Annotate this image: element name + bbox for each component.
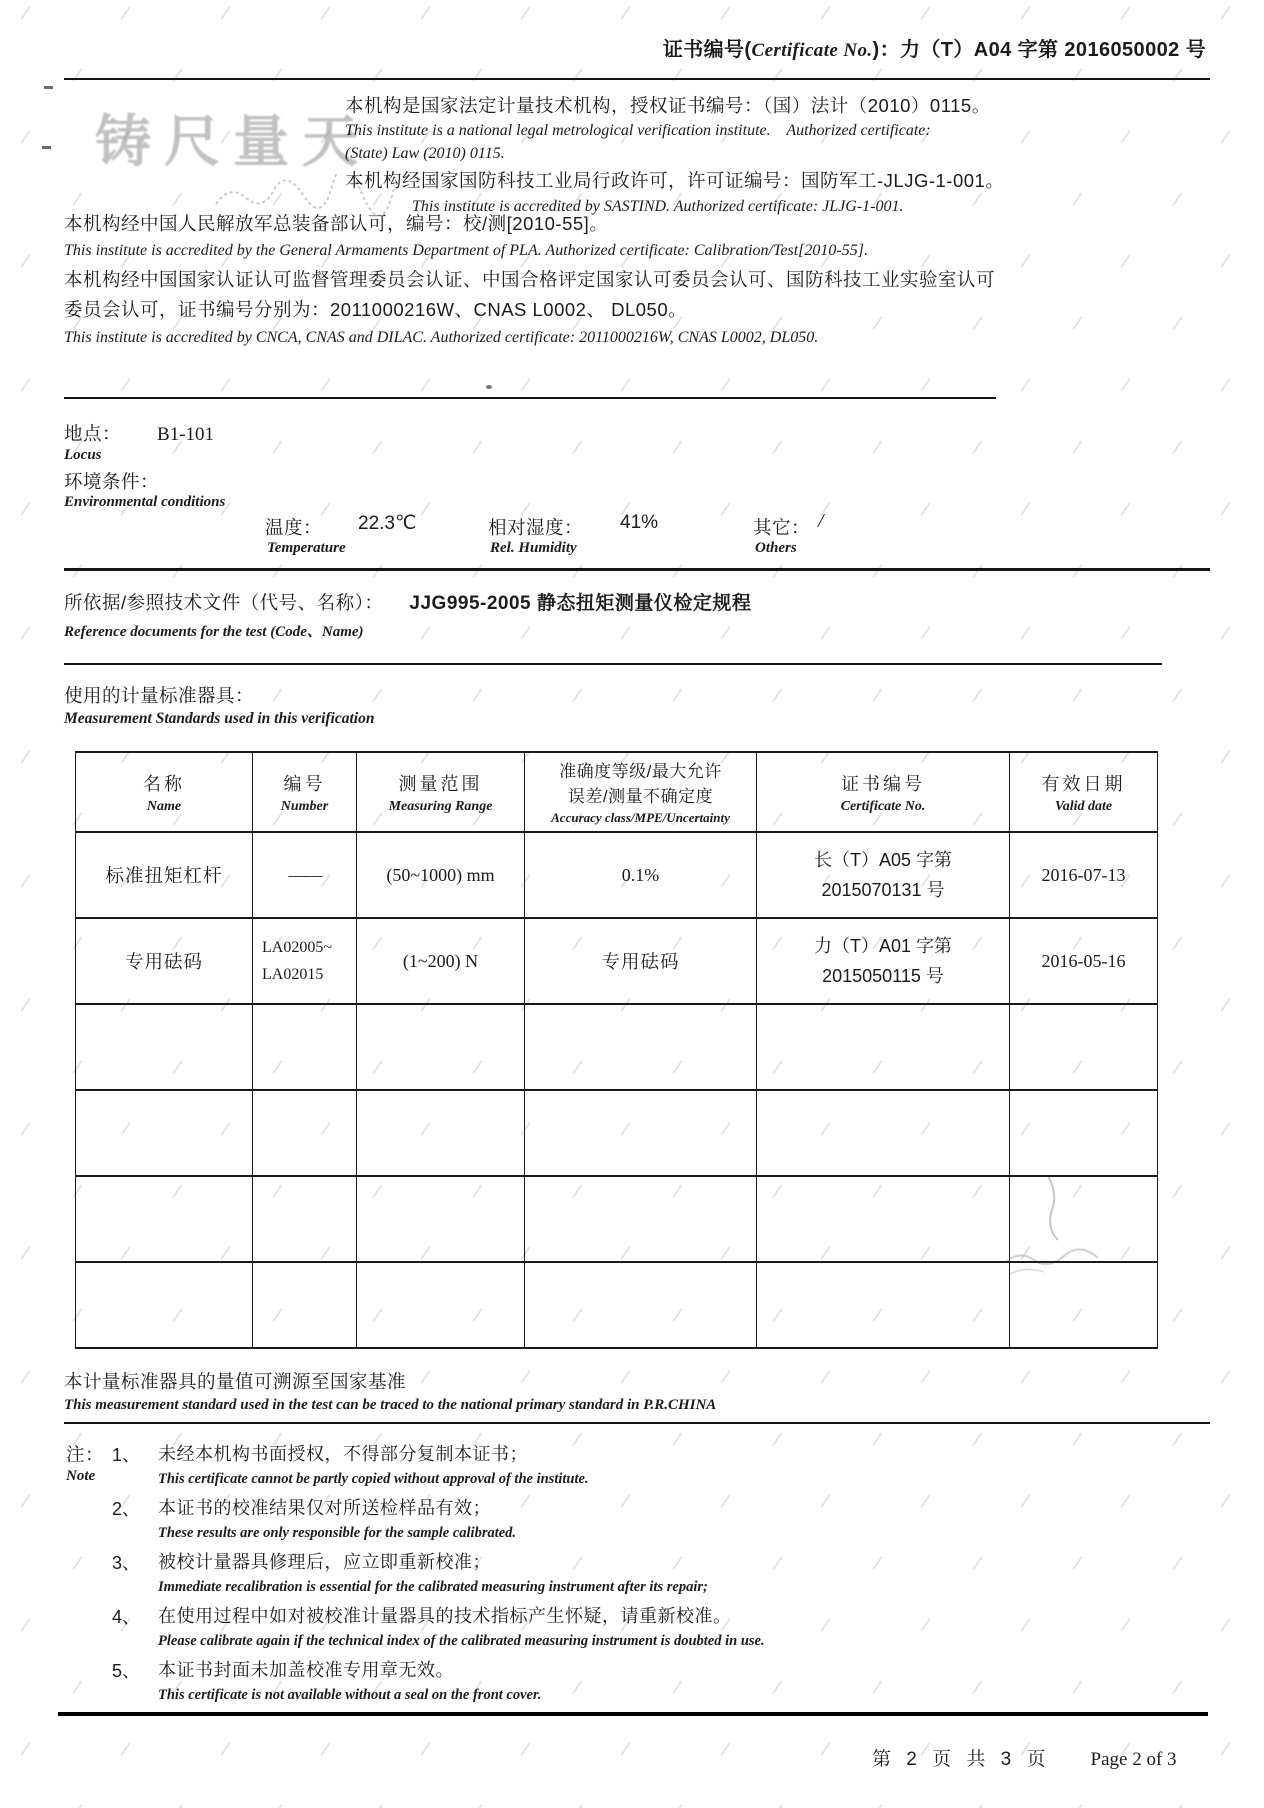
watermark-mark bbox=[572, 688, 582, 701]
header-number-zh: 编号 bbox=[283, 773, 326, 794]
watermark-mark bbox=[872, 688, 882, 701]
watermark-mark bbox=[20, 998, 30, 1011]
row1-name: 标准扭矩杠杆 bbox=[76, 832, 253, 918]
empty-cell bbox=[1010, 1090, 1158, 1176]
certificate-number-line bbox=[663, 33, 1206, 62]
row1-accuracy: 0.1% bbox=[525, 832, 757, 918]
watermark-mark bbox=[20, 750, 30, 763]
row1-range: (50~1000) mm bbox=[357, 832, 525, 918]
watermark-mark bbox=[20, 1246, 30, 1259]
watermark-mark bbox=[1020, 502, 1030, 515]
accreditation-zh-cnca-1: 本机构经中国国家认证认可监督管理委员会认证、中国合格评定国家认可委员会认可、国防科技工业实验室认可 bbox=[64, 269, 996, 290]
watermark-mark bbox=[72, 1680, 82, 1693]
watermark-mark bbox=[1220, 6, 1230, 19]
watermark-mark bbox=[620, 626, 630, 639]
watermark-mark bbox=[1120, 502, 1130, 515]
header-number-en: Number bbox=[280, 798, 329, 814]
section-rule-3 bbox=[64, 663, 1162, 665]
calligraphy-logo: 铸尺量天 bbox=[95, 112, 371, 174]
scan-artifact-dash bbox=[44, 86, 53, 89]
section-rule-1 bbox=[64, 397, 996, 399]
empty-cell bbox=[757, 1090, 1010, 1176]
watermark-mark bbox=[272, 440, 282, 453]
standards-heading-en: Measurement Standards used in this verification bbox=[64, 710, 375, 727]
header-accuracy-zh2: 误差/测量不确定度 bbox=[567, 786, 714, 806]
watermark-mark bbox=[120, 6, 130, 19]
watermark-mark bbox=[720, 502, 730, 515]
locus-label-en: Locus bbox=[64, 447, 102, 463]
note-3-en: Immediate recalibration is essential for the calibrated measuring instrument after its repair; bbox=[158, 1579, 708, 1595]
certificate-number-value: )：力（T）A04 字第 2016050002 号 bbox=[872, 39, 1206, 61]
empty-cell bbox=[757, 1176, 1010, 1262]
watermark-mark bbox=[20, 502, 30, 515]
locus-label-zh: 地点： bbox=[64, 423, 122, 444]
note-4-en: Please calibrate again if the technical index of the calibrated measuring instrument is doubted in use. bbox=[158, 1633, 765, 1649]
empty-cell bbox=[76, 1090, 253, 1176]
note-4-number: 4、 bbox=[112, 1607, 141, 1627]
watermark-mark bbox=[520, 1370, 530, 1383]
accreditation-zh-cnca-2: 委员会认可，证书编号分别为：2011000216W、CNAS L0002、 DL050。 bbox=[64, 299, 688, 320]
watermark-mark bbox=[520, 626, 530, 639]
row2-number bbox=[253, 918, 357, 1004]
notes-label-en: Note bbox=[66, 1468, 96, 1484]
watermark-mark bbox=[220, 1742, 230, 1755]
watermark-mark bbox=[1120, 130, 1130, 143]
note-5-number: 5、 bbox=[112, 1661, 141, 1681]
watermark-mark bbox=[372, 1804, 382, 1808]
empty-cell bbox=[253, 1004, 357, 1090]
note-2-number: 2、 bbox=[112, 1499, 141, 1519]
watermark-mark bbox=[1172, 192, 1182, 205]
locus-row bbox=[64, 420, 214, 446]
watermark-mark bbox=[920, 502, 930, 515]
watermark-mark bbox=[572, 1804, 582, 1808]
page-number-zh: 第 2 页 共 3 页 bbox=[872, 1749, 1051, 1770]
row2-accuracy: 专用砝码 bbox=[525, 918, 757, 1004]
note-item-3 bbox=[112, 1549, 1122, 1599]
accreditation-en-pla: This institute is accredited by the General Armaments Department of PLA. Authorized certificate: Calibration/Test[2010-55]. bbox=[64, 242, 868, 259]
temperature-value: 22.3℃ bbox=[358, 513, 417, 534]
watermark-mark bbox=[120, 378, 130, 391]
note-5-zh: 本证书封面未加盖校准专用章无效。 bbox=[158, 1660, 454, 1680]
header-rule bbox=[64, 78, 1210, 80]
watermark-mark bbox=[472, 564, 482, 577]
watermark-mark bbox=[20, 626, 30, 639]
watermark-mark bbox=[20, 1742, 30, 1755]
empty-cell bbox=[757, 1004, 1010, 1090]
empty-cell bbox=[1010, 1004, 1158, 1090]
watermark-mark bbox=[420, 502, 430, 515]
note-2-body bbox=[158, 1495, 516, 1545]
watermark-mark bbox=[820, 1742, 830, 1755]
header-name-en: Name bbox=[146, 798, 182, 814]
header-certificate-en: Certificate No. bbox=[840, 798, 926, 814]
temperature-label-zh: 温度： bbox=[265, 517, 323, 538]
row1-number: —— bbox=[253, 832, 357, 918]
reference-row bbox=[64, 588, 751, 615]
watermark-mark bbox=[1072, 192, 1082, 205]
row1-certificate bbox=[757, 832, 1010, 918]
watermark-mark bbox=[220, 378, 230, 391]
watermark-mark bbox=[1172, 688, 1182, 701]
watermark-mark bbox=[872, 564, 882, 577]
row2-number-line2: LA02015 bbox=[262, 966, 324, 983]
temperature-label-en: Temperature bbox=[267, 540, 346, 556]
empty-cell bbox=[253, 1090, 357, 1176]
standards-table-row-1 bbox=[76, 832, 1158, 918]
humidity-label-en: Rel. Humidity bbox=[490, 540, 577, 556]
others-label-en: Others bbox=[755, 540, 797, 556]
header-name-zh: 名称 bbox=[143, 773, 185, 794]
watermark-mark bbox=[872, 1804, 882, 1808]
watermark-mark bbox=[820, 1370, 830, 1383]
watermark-mark bbox=[1220, 626, 1230, 639]
watermark-mark bbox=[1172, 1804, 1182, 1808]
watermark-mark bbox=[1220, 1618, 1230, 1631]
note-3-zh: 被校计量器具修理后，应立即重新校准； bbox=[158, 1552, 491, 1572]
watermark-mark bbox=[772, 1804, 782, 1808]
accreditation-block bbox=[64, 210, 1212, 350]
watermark-mark bbox=[320, 6, 330, 19]
notes-list bbox=[112, 1441, 1122, 1711]
header-range-en: Measuring Range bbox=[388, 798, 493, 814]
row2-valid: 2016-05-16 bbox=[1010, 918, 1158, 1004]
watermark-mark bbox=[1220, 874, 1230, 887]
header-valid-en: Valid date bbox=[1054, 798, 1113, 814]
standards-table-header-row bbox=[76, 752, 1158, 832]
empty-cell bbox=[525, 1090, 757, 1176]
watermark-mark bbox=[1220, 1246, 1230, 1259]
watermark-mark bbox=[620, 378, 630, 391]
watermark-mark bbox=[72, 1804, 82, 1808]
watermark-mark bbox=[772, 440, 782, 453]
page-footer bbox=[872, 1744, 1177, 1771]
watermark-mark bbox=[20, 1494, 30, 1507]
watermark-mark bbox=[572, 440, 582, 453]
watermark-mark bbox=[1020, 6, 1030, 19]
watermark-mark bbox=[920, 378, 930, 391]
empty-cell bbox=[357, 1262, 525, 1348]
standards-table bbox=[75, 751, 1158, 1349]
watermark-mark bbox=[720, 1742, 730, 1755]
watermark-mark bbox=[1220, 1122, 1230, 1135]
watermark-mark bbox=[620, 6, 630, 19]
watermark-mark bbox=[420, 1742, 430, 1755]
watermark-mark bbox=[320, 378, 330, 391]
scan-artifact-dot bbox=[486, 385, 492, 389]
locus-value: B1-101 bbox=[157, 424, 215, 445]
header-cell-accuracy bbox=[525, 752, 757, 832]
note-item-2 bbox=[112, 1495, 1122, 1545]
intro-zh-2: 本机构经国家国防科技工业局行政许可，许可证编号：国防军工-JLJG-1-001。 bbox=[345, 170, 1005, 191]
watermark-mark bbox=[1072, 564, 1082, 577]
watermark-mark bbox=[620, 1370, 630, 1383]
watermark-mark bbox=[1120, 1370, 1130, 1383]
note-2-zh: 本证书的校准结果仅对所送检样品有效； bbox=[158, 1498, 491, 1518]
watermark-mark bbox=[920, 1370, 930, 1383]
watermark-mark bbox=[20, 1370, 30, 1383]
empty-cell bbox=[253, 1176, 357, 1262]
watermark-mark bbox=[320, 1742, 330, 1755]
note-3-body bbox=[158, 1549, 708, 1599]
watermark-mark bbox=[720, 378, 730, 391]
row2-certificate bbox=[757, 918, 1010, 1004]
watermark-mark bbox=[1120, 6, 1130, 19]
note-1-zh: 未经本机构书面授权，不得部分复制本证书； bbox=[158, 1444, 528, 1464]
certificate-number-label-en: Certificate No. bbox=[751, 40, 873, 61]
watermark-mark bbox=[520, 378, 530, 391]
watermark-mark bbox=[972, 1804, 982, 1808]
watermark-mark bbox=[820, 6, 830, 19]
header-accuracy-zh1: 准确度等级/最大允许 bbox=[559, 761, 722, 781]
others-label-zh: 其它： bbox=[753, 517, 811, 538]
watermark-mark bbox=[1172, 440, 1182, 453]
watermark-mark bbox=[472, 1804, 482, 1808]
watermark-mark bbox=[1172, 1680, 1182, 1693]
intro-en-1a: This institute is a national legal metrological verification institute. Authorized certificate: bbox=[345, 122, 931, 139]
header-cell-range bbox=[357, 752, 525, 832]
note-1-number: 1、 bbox=[112, 1445, 141, 1465]
watermark-mark bbox=[20, 874, 30, 887]
header-cell-certificate bbox=[757, 752, 1010, 832]
watermark-mark bbox=[372, 440, 382, 453]
watermark-mark bbox=[1220, 502, 1230, 515]
empty-cell bbox=[76, 1004, 253, 1090]
empty-cell bbox=[76, 1176, 253, 1262]
institute-intro-block bbox=[345, 92, 1027, 218]
header-cell-valid bbox=[1010, 752, 1158, 832]
header-cell-number bbox=[253, 752, 357, 832]
intro-en-1b: (State) Law (2010) 0115. bbox=[345, 145, 505, 162]
watermark-mark bbox=[1172, 936, 1182, 949]
watermark-mark bbox=[1220, 1742, 1230, 1755]
watermark-mark bbox=[472, 688, 482, 701]
header-range-zh: 测量范围 bbox=[398, 773, 483, 794]
note-4-zh: 在使用过程中如对被校准计量器具的技术指标产生怀疑，请重新校准。 bbox=[158, 1606, 732, 1626]
note-item-5 bbox=[112, 1657, 1122, 1707]
certificate-number-prefix: 证书编号( bbox=[662, 39, 752, 61]
watermark-mark bbox=[372, 564, 382, 577]
watermark-mark bbox=[572, 564, 582, 577]
watermark-mark bbox=[120, 1742, 130, 1755]
row1-certificate-line1: 长（T）A05 字第 bbox=[813, 850, 953, 870]
note-5-body bbox=[158, 1657, 541, 1707]
empty-cell bbox=[525, 1176, 757, 1262]
watermark-mark bbox=[1020, 1370, 1030, 1383]
section-rule-2 bbox=[64, 568, 1210, 571]
watermark-mark bbox=[72, 1556, 82, 1569]
watermark-mark bbox=[72, 192, 82, 205]
empty-cell bbox=[525, 1004, 757, 1090]
note-1-en: This certificate cannot be partly copied without approval of the institute. bbox=[158, 1471, 589, 1487]
watermark-mark bbox=[672, 564, 682, 577]
watermark-mark bbox=[520, 1742, 530, 1755]
note-item-1 bbox=[112, 1441, 1122, 1491]
note-item-4 bbox=[112, 1603, 1122, 1653]
empty-cell bbox=[357, 1090, 525, 1176]
page-number-en: Page 2 of 3 bbox=[1090, 1749, 1177, 1770]
footer-rule bbox=[58, 1712, 1208, 1716]
watermark-mark bbox=[920, 6, 930, 19]
watermark-mark bbox=[772, 564, 782, 577]
watermark-mark bbox=[820, 626, 830, 639]
standards-table-empty-row bbox=[76, 1262, 1158, 1348]
note-4-body bbox=[158, 1603, 765, 1653]
reference-value: JJG995-2005 静态扭矩测量仪检定规程 bbox=[409, 593, 752, 614]
standards-table-empty-row bbox=[76, 1004, 1158, 1090]
watermark-mark bbox=[720, 626, 730, 639]
watermark-mark bbox=[20, 378, 30, 391]
env-label-en: Environmental conditions bbox=[64, 494, 226, 510]
note-5-en: This certificate is not available without a seal on the front cover. bbox=[158, 1687, 542, 1703]
watermark-mark bbox=[20, 254, 30, 267]
watermark-mark bbox=[272, 564, 282, 577]
note-3-number: 3、 bbox=[112, 1553, 141, 1573]
header-certificate-zh: 证书编号 bbox=[841, 773, 925, 794]
watermark-mark bbox=[172, 1804, 182, 1808]
humidity-value: 41% bbox=[620, 512, 659, 533]
header-cell-name bbox=[76, 752, 253, 832]
watermark-mark bbox=[72, 564, 82, 577]
row2-certificate-line2: 2015050115 号 bbox=[822, 966, 944, 986]
empty-cell bbox=[253, 1262, 357, 1348]
watermark-mark bbox=[1172, 1556, 1182, 1569]
watermark-mark bbox=[272, 688, 282, 701]
standards-table-row-2 bbox=[76, 918, 1158, 1004]
others-value: / bbox=[818, 510, 824, 532]
watermark-mark bbox=[472, 440, 482, 453]
watermark-mark bbox=[1220, 254, 1230, 267]
watermark-mark bbox=[1020, 378, 1030, 391]
watermark-mark bbox=[220, 6, 230, 19]
empty-cell bbox=[757, 1262, 1010, 1348]
traceability-en: This measurement standard used in the test can be traced to the national primary standard in P.R.CHINA bbox=[64, 1397, 717, 1413]
intro-en-2: This institute is accredited by SASTIND. Authorized certificate: JLJG-1-001. bbox=[412, 198, 904, 215]
row1-certificate-line2: 2015070131 号 bbox=[821, 880, 945, 900]
empty-cell bbox=[357, 1176, 525, 1262]
watermark-mark bbox=[20, 130, 30, 143]
watermark-mark bbox=[972, 564, 982, 577]
watermark-mark bbox=[620, 1742, 630, 1755]
row2-certificate-line1: 力（T）A01 字第 bbox=[813, 936, 953, 956]
watermark-mark bbox=[1120, 626, 1130, 639]
accreditation-zh-pla: 本机构经中国人民解放军总装备部认可，编号：校/测[2010-55]。 bbox=[64, 213, 609, 234]
standards-table-empty-row bbox=[76, 1176, 1158, 1262]
empty-cell bbox=[1010, 1176, 1158, 1262]
traceability-zh: 本计量标准器具的量值可溯源至国家基准 bbox=[64, 1371, 407, 1392]
watermark-mark bbox=[1172, 564, 1182, 577]
watermark-mark bbox=[1020, 626, 1030, 639]
watermark-mark bbox=[420, 6, 430, 19]
standards-table-empty-row bbox=[76, 1090, 1158, 1176]
row2-range: (1~200) N bbox=[357, 918, 525, 1004]
watermark-mark bbox=[1220, 378, 1230, 391]
watermark-mark bbox=[172, 564, 182, 577]
watermark-mark bbox=[1220, 130, 1230, 143]
watermark-mark bbox=[672, 440, 682, 453]
watermark-mark bbox=[1072, 440, 1082, 453]
watermark-mark bbox=[720, 1370, 730, 1383]
watermark-mark bbox=[172, 192, 182, 205]
watermark-mark bbox=[972, 440, 982, 453]
intro-zh-1: 本机构是国家法定计量技术机构，授权证书编号：（国）法计（2010）0115。 bbox=[345, 95, 991, 116]
watermark-mark bbox=[1172, 1184, 1182, 1197]
watermark-mark bbox=[1072, 688, 1082, 701]
empty-cell bbox=[1010, 1262, 1158, 1348]
watermark-mark bbox=[1172, 1308, 1182, 1321]
watermark-mark bbox=[272, 1804, 282, 1808]
watermark-mark bbox=[1172, 1432, 1182, 1445]
row2-name: 专用砝码 bbox=[76, 918, 253, 1004]
watermark-mark bbox=[372, 688, 382, 701]
note-1-body bbox=[158, 1441, 589, 1491]
watermark-mark bbox=[1220, 1494, 1230, 1507]
watermark-mark bbox=[20, 1122, 30, 1135]
watermark-mark bbox=[1220, 998, 1230, 1011]
accreditation-en-cnca: This institute is accredited by CNCA, CNAS and DILAC. Authorized certificate: 2011000216W, CNAS L0002, DL050. bbox=[64, 329, 819, 346]
reference-label-zh: 所依据/参照技术文件（代号、名称）： bbox=[64, 592, 384, 613]
empty-cell bbox=[357, 1004, 525, 1090]
empty-cell bbox=[525, 1262, 757, 1348]
header-valid-zh: 有效日期 bbox=[1041, 773, 1126, 794]
standards-heading-zh: 使用的计量标准器具： bbox=[64, 685, 255, 706]
watermark-mark bbox=[1220, 750, 1230, 763]
watermark-mark bbox=[1172, 1060, 1182, 1073]
note-2-en: These results are only responsible for the sample calibrated. bbox=[158, 1525, 517, 1541]
watermark-mark bbox=[872, 440, 882, 453]
row1-valid: 2016-07-13 bbox=[1010, 832, 1158, 918]
env-label-zh: 环境条件： bbox=[64, 471, 160, 492]
empty-cell bbox=[76, 1262, 253, 1348]
watermark-mark bbox=[720, 6, 730, 19]
watermark-mark bbox=[420, 626, 430, 639]
watermark-mark bbox=[20, 6, 30, 19]
humidity-label-zh: 相对湿度： bbox=[488, 517, 584, 538]
watermark-mark bbox=[420, 378, 430, 391]
watermark-mark bbox=[520, 6, 530, 19]
watermark-mark bbox=[420, 1370, 430, 1383]
header-accuracy-en: Accuracy class/MPE/Uncertainty bbox=[551, 809, 730, 825]
watermark-mark bbox=[920, 626, 930, 639]
watermark-mark bbox=[20, 1618, 30, 1631]
watermark-mark bbox=[1120, 378, 1130, 391]
scan-artifact-dash bbox=[42, 146, 51, 149]
watermark-mark bbox=[820, 378, 830, 391]
reference-label-en: Reference documents for the test (Code、Name) bbox=[64, 624, 364, 640]
watermark-mark bbox=[1072, 1804, 1082, 1808]
watermark-mark bbox=[1220, 1370, 1230, 1383]
watermark-mark bbox=[1172, 812, 1182, 825]
section-rule-4 bbox=[64, 1422, 1210, 1424]
watermark-mark bbox=[972, 688, 982, 701]
watermark-mark bbox=[772, 688, 782, 701]
watermark-mark bbox=[672, 1804, 682, 1808]
watermark-mark bbox=[672, 688, 682, 701]
row2-number-line1: LA02005~ bbox=[262, 939, 332, 956]
notes-label-zh: 注： bbox=[66, 1444, 105, 1465]
